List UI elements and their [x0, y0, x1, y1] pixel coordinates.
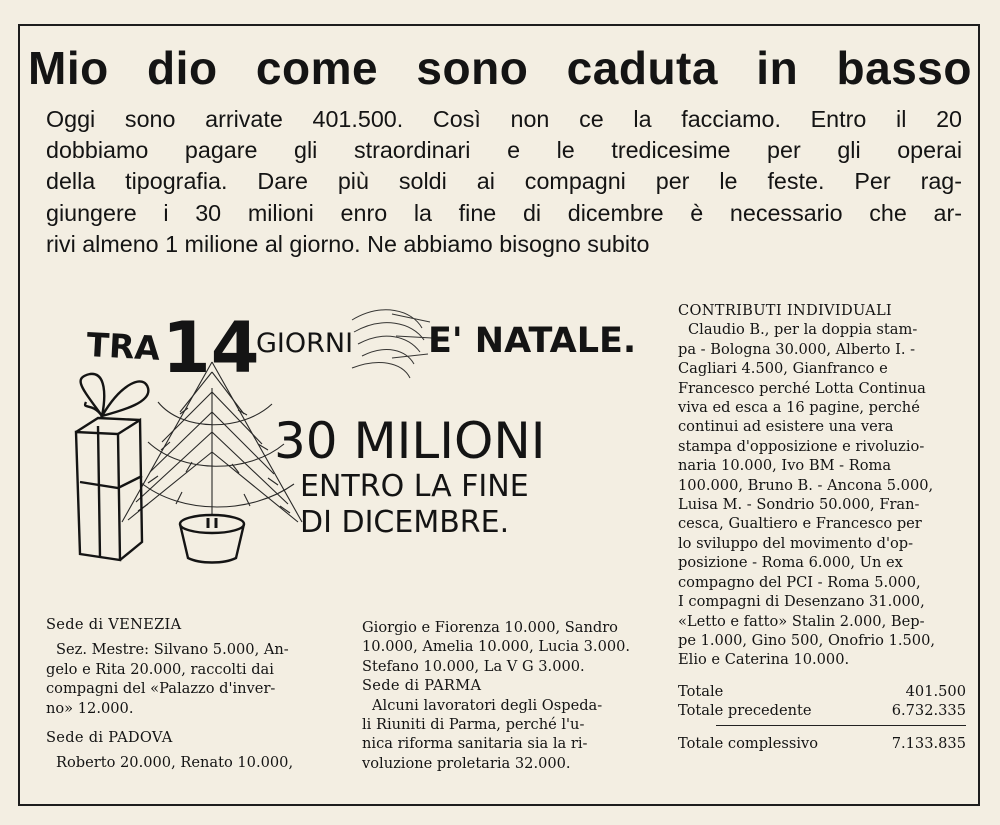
text-line: continui ad esistere una vera [678, 418, 894, 436]
section-heading-parma: Sede di PARMA [362, 677, 482, 695]
lead-line: della tipografia. Dare più soldi ai compagni per le feste. Per rag- [46, 168, 962, 195]
text-line: compagno del PCI - Roma 5.000, [678, 573, 921, 591]
lead-paragraph [46, 104, 962, 260]
text-line: li Riuniti di Parma, perché l'u- [362, 716, 585, 734]
individuali-text [678, 320, 968, 669]
swirl-rays-icon [352, 310, 432, 378]
text-line: Francesco perché Lotta Continua [678, 379, 926, 397]
text-line: viva ed esca a 16 pagine, perché [678, 399, 920, 417]
giorni-text: GIORNI [256, 328, 354, 359]
totals-block [678, 682, 966, 753]
entro-text: ENTRO LA FINE [300, 469, 529, 504]
days-number: 14 [162, 307, 260, 389]
christmas-illustration [62, 292, 642, 582]
section-heading-padova: Sede di PADOVA [46, 729, 173, 747]
column-middle [362, 618, 654, 773]
section-heading-venezia: Sede di VENEZIA [46, 616, 182, 633]
text-line: Giorgio e Fiorenza 10.000, Sandro [362, 619, 618, 636]
total-row [678, 682, 966, 701]
tra-text: TRA [85, 325, 161, 368]
headline: Mio dio come sono caduta in basso [28, 42, 972, 94]
text-line: gelo e Rita 20.000, raccolti dai [46, 660, 274, 678]
milioni-text: 30 MILIONI [274, 412, 546, 470]
text-line: no» 12.000. [46, 699, 134, 717]
text-line: compagni del «Palazzo d'inver- [46, 680, 276, 698]
text-line: naria 10.000, Ivo BM - Roma [678, 457, 892, 475]
lead-line: giungere i 30 milioni enro la fine di dicembre è necessario che ar- [46, 199, 962, 226]
grand-total-value: 7.133.835 [891, 734, 966, 752]
lead-line: dobbiamo pagare gli straordinari e le tredicesime per gli operai [46, 137, 962, 164]
text-line: Sez. Mestre: Silvano 5.000, An- [56, 641, 289, 659]
text-line: I compagni di Desenzano 31.000, [678, 593, 925, 611]
text-line: pa - Bologna 30.000, Alberto I. - [678, 340, 916, 358]
dicembre-text: DI DICEMBRE. [300, 505, 510, 540]
lead-line: rivi almeno 1 milione al giorno. Ne abbiamo bisogno subito [46, 230, 650, 257]
previous-total-row [678, 701, 966, 720]
venezia-text [46, 640, 332, 718]
total-value: 401.500 [905, 682, 966, 700]
grand-total-label: Totale complessivo [678, 734, 819, 752]
text-line: Stefano 10.000, La V G 3.000. [362, 657, 585, 675]
text-line: Alcuni lavoratori degli Ospeda- [372, 696, 603, 714]
natale-text: E' NATALE. [428, 321, 637, 361]
text-line: pe 1.000, Gino 500, Onofrio 1.500, [678, 631, 935, 649]
lead-line: Oggi sono arrivate 401.500. Così non ce la facciamo. Entro il 20 [46, 106, 962, 132]
column-right [678, 301, 968, 753]
text-line: Elio e Caterina 10.000. [678, 651, 850, 669]
gift-package-icon [76, 374, 148, 560]
text-line: lo sviluppo del movimento d'op- [678, 534, 914, 552]
previous-total-label: Totale precedente [678, 702, 812, 720]
text-line: cesca, Gualtiero e Francesco per [678, 515, 922, 533]
text-line: nica riforma sanitaria sia la ri- [362, 735, 588, 753]
text-line: Roberto 20.000, Renato 10.000, [56, 754, 294, 772]
text-line: «Letto e fatto» Stalin 2.000, Bep- [678, 612, 925, 630]
total-label: Totale [678, 682, 724, 700]
text-line: 100.000, Bruno B. - Ancona 5.000, [678, 476, 934, 494]
section-heading-individuali: CONTRIBUTI INDIVIDUALI [678, 302, 892, 319]
text-line: stampa d'opposizione e rivoluzio- [678, 437, 925, 455]
previous-total-value: 6.732.335 [891, 702, 966, 720]
column-left [46, 615, 332, 773]
text-line: Luisa M. - Sondrio 50.000, Fran- [678, 496, 920, 514]
text-line: posizione - Roma 6.000, Un ex [678, 554, 903, 572]
flower-pot-icon [180, 515, 244, 563]
text-line: 10.000, Amelia 10.000, Lucia 3.000. [362, 638, 631, 656]
grand-total-row [678, 734, 966, 753]
text-line: Cagliari 4.500, Gianfranco e [678, 360, 888, 378]
text-line: Claudio B., per la doppia stam- [688, 321, 918, 339]
divider [716, 725, 966, 726]
text-line: voluzione proletaria 32.000. [362, 754, 571, 772]
